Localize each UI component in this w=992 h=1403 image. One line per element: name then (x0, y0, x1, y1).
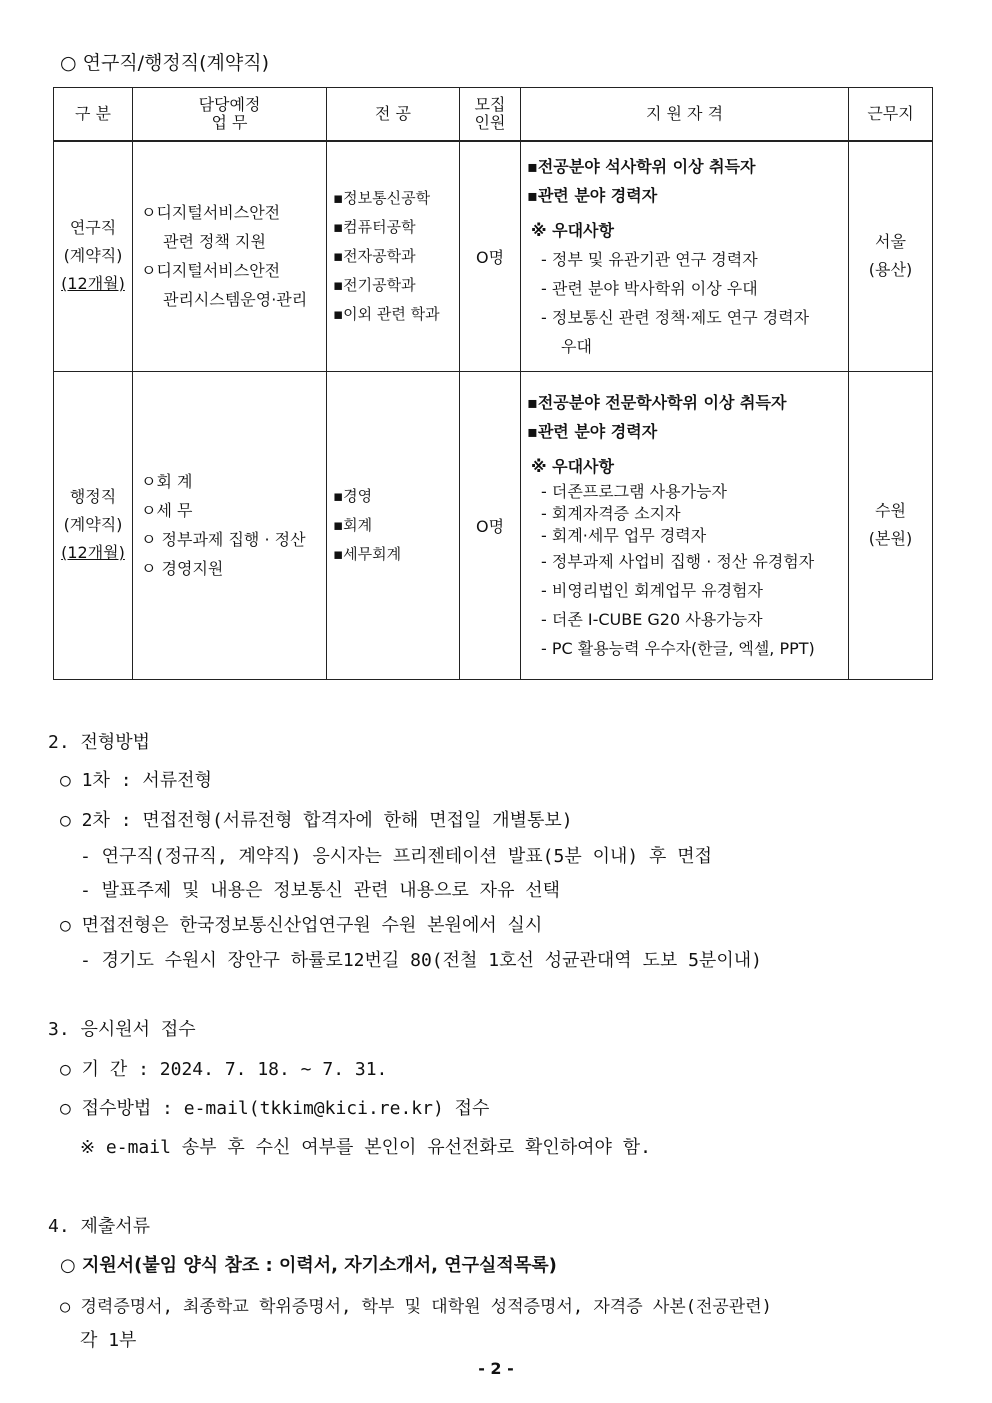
header-count: 모집 인원 (460, 88, 521, 142)
header-category: 구 분 (54, 88, 133, 142)
s2-line-4: - 발표주제 및 내용은 정보통신 관련 내용으로 자유 선택 (80, 880, 561, 901)
row-count: O명 (460, 141, 521, 371)
section-3-title: 3. 응시원서 접수 (48, 1019, 196, 1040)
section-2-title: 2. 전형방법 (48, 732, 151, 753)
row-location: 서울 (용산) (849, 141, 933, 371)
section-4-title: 4. 제출서류 (48, 1216, 151, 1237)
row-majors: ▪정보통신공학 ▪컴퓨터공학 ▪전자공학과 ▪전기공학과 ▪이외 관련 학과 (327, 141, 460, 371)
row-category: 연구직 (계약직) (12개월) (54, 141, 133, 371)
row-location: 수원 (본원) (849, 371, 933, 679)
s4-line-2: ○ 경력증명서, 최종학교 학위증명서, 학부 및 대학원 성적증명서, 자격증 사본(전공관련) (60, 1297, 772, 1317)
s4-line-1: ○ 지원서(붙임 양식 참조 : 이력서, 자기소개서, 연구실적목록) (60, 1255, 557, 1276)
row-majors: ▪경영 ▪회계 ▪세무회계 (327, 371, 460, 679)
s3-line-2: ○ 접수방법 : e-mail(tkkim@kici.re.kr) 접수 (60, 1098, 490, 1119)
section-heading: ○ 연구직/행정직(계약직) (60, 52, 270, 74)
row-category: 행정직 (계약직) (12개월) (54, 371, 133, 679)
row-duties: ㅇ회 계 ㅇ세 무 ㅇ 정부과제 집행 · 정산 ㅇ 경영지원 (133, 371, 327, 679)
row-qualifications: ▪전공분야 전문학사학위 이상 취득자 ▪관련 분야 경력자 ※ 우대사항 - 더존프로그램 사용가능자 - 회계자격증 소지자 - 회계·세무 업무 경력자 - 정부과제 사업비 집행 · 정산 유경험자 - 비영리법인 회계업무 유경험자 - 더존 I-CUBE G20 사용가능자 - PC 활용능력 우수자(한글, 엑셀, PPT) (521, 371, 849, 679)
header-major: 전 공 (327, 88, 460, 142)
header-qualification: 지 원 자 격 (521, 88, 849, 142)
table-row (54, 371, 933, 679)
s2-line-2: ○ 2차 : 면접전형(서류전형 합격자에 한해 면접일 개별통보) (60, 810, 573, 831)
s2-line-3: - 연구직(정규직, 계약직) 응시자는 프리젠테이션 발표(5분 이내) 후 면접 (80, 846, 713, 867)
s2-line-6: - 경기도 수원시 장안구 하률로12번길 80(전철 1호선 성균관대역 도보 5분이내) (80, 950, 762, 971)
s2-line-1: ○ 1차 : 서류전형 (60, 770, 212, 791)
s3-line-1: ○ 기 간 : 2024. 7. 18. ~ 7. 31. (60, 1059, 388, 1080)
table-row (54, 141, 933, 371)
s4-line-3: 각 1부 (80, 1330, 137, 1351)
header-location: 근무지 (849, 88, 933, 142)
header-duty: 담당예정 업 무 (133, 88, 327, 142)
row-duties: ㅇ디지털서비스안전 관련 정책 지원 ㅇ디지털서비스안전 관리시스템운영·관리 (133, 141, 327, 371)
page-number: - 2 - (478, 1359, 514, 1378)
s3-line-3: ※ e-mail 송부 후 수신 여부를 본인이 유선전화로 확인하여야 함. (80, 1137, 652, 1158)
recruitment-table (53, 87, 933, 680)
row-count: O명 (460, 371, 521, 679)
s2-line-5: ○ 면접전형은 한국정보통신산업연구원 수원 본원에서 실시 (60, 915, 543, 936)
table-header-row (54, 88, 933, 142)
row-qualifications: ▪전공분야 석사학위 이상 취득자 ▪관련 분야 경력자 ※ 우대사항 - 정부 및 유관기관 연구 경력자 - 관련 분야 박사학위 이상 우대 - 정보통신 관련 정책·제도 연구 경력자 우대 (521, 141, 849, 371)
